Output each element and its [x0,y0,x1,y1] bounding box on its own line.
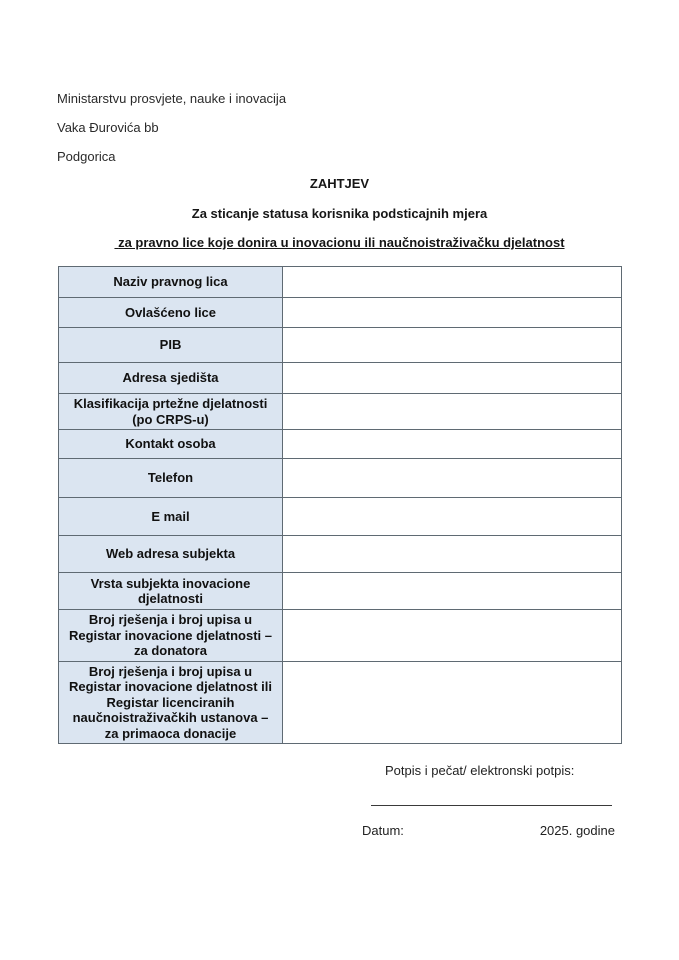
recipient-address [57,84,286,171]
field-value-cell [283,661,622,744]
table-row [59,573,622,610]
field-label-cell: Telefon [59,459,283,498]
table-row [59,363,622,394]
recipient-line-city: Podgorica [57,149,116,164]
table-row [59,610,622,662]
field-value-cell [283,573,622,610]
field-value-cell [283,298,622,328]
table-row [59,498,622,536]
underlined-subtitle-text: za pravno lice koje donira u inovacionu ili naučnoistraživačku djelatnost [114,235,565,250]
application-form-table [58,266,622,744]
table-row [59,394,622,430]
field-label-cell: Web adresa subjekta [59,536,283,573]
table-row [59,459,622,498]
field-label-cell: PIB [59,328,283,363]
recipient-line-street: Vaka Đurovića bb [57,120,159,135]
field-value-cell [283,363,622,394]
field-value-cell [283,328,622,363]
field-value-cell [283,394,622,430]
date-year: 2025. godine [539,823,615,838]
page-subtitle: Za sticanje statusa korisnika podsticajnih mjera [191,206,488,221]
field-value-cell [283,459,622,498]
field-label-cell: Kontakt osoba [59,430,283,459]
field-label-cell: Broj rješenja i broj upisa u Registar inovacione djelatnost ili Registar licenciranih naučnoistraživačkih ustanova – za primaoca donacije [59,661,283,744]
table-row [59,536,622,573]
field-label-cell: Klasifikacija prtežne djelatnosti (po CRPS-u) [59,394,283,430]
table-row [59,661,622,744]
table-row [59,430,622,459]
field-label-cell: E mail [59,498,283,536]
field-label-cell: Vrsta subjekta inovacione djelatnosti [59,573,283,610]
field-label-cell: Adresa sjedišta [59,363,283,394]
field-value-cell [283,610,622,662]
field-value-cell [283,498,622,536]
table-row [59,298,622,328]
field-value-cell [283,430,622,459]
recipient-line-ministry: Ministarstvu prosvjete, nauke i inovacija [57,91,287,106]
signature-line [371,790,612,806]
field-label-cell: Naziv pravnog lica [59,267,283,298]
signature-caption: Potpis i pečat/ elektronski potpis: [385,763,575,778]
date-label: Datum: [362,823,404,838]
field-value-cell [283,267,622,298]
table-row [59,267,622,298]
field-value-cell [283,536,622,573]
table-row [59,328,622,363]
page-title: ZAHTJEV [309,176,370,191]
field-label-cell: Ovlašćeno lice [59,298,283,328]
field-label-cell: Broj rješenja i broj upisa u Registar inovacione djelatnosti – za donatora [59,610,283,662]
page-subtitle-underlined [0,235,679,250]
